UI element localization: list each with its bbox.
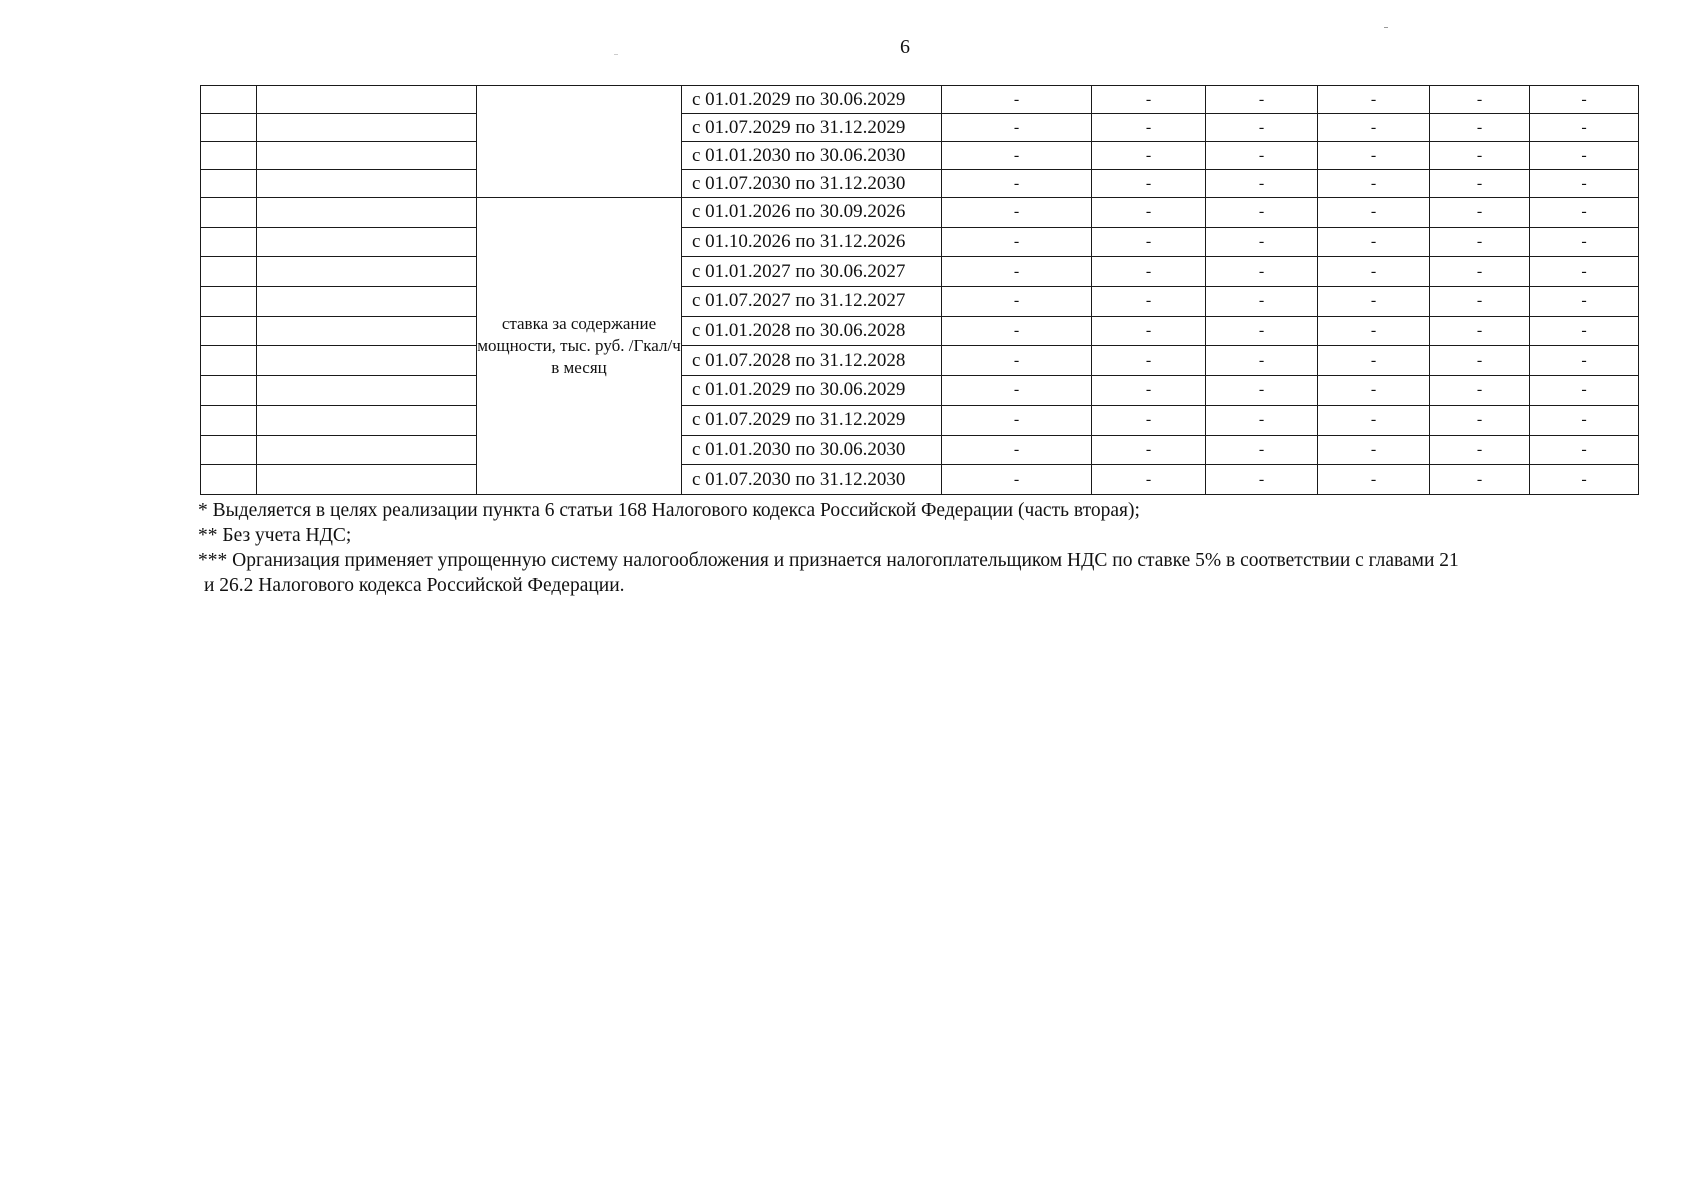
period-cell: с 01.07.2030 по 31.12.2030 [682, 170, 942, 198]
value-cell: - [1530, 346, 1639, 376]
organization-cell [257, 227, 477, 257]
table-row [201, 142, 1639, 170]
period-cell: с 01.07.2027 по 31.12.2027 [682, 287, 942, 317]
value-cell: - [1206, 405, 1318, 435]
value-cell: - [1430, 170, 1530, 198]
table-row [201, 316, 1639, 346]
period-cell: с 01.01.2029 по 30.06.2029 [682, 86, 942, 114]
value-cell: - [942, 114, 1092, 142]
organization-cell [257, 114, 477, 142]
page-number: 6 [900, 36, 910, 58]
value-cell: - [1530, 287, 1639, 317]
value-cell: - [1206, 198, 1318, 228]
value-cell: - [1206, 435, 1318, 465]
value-cell: - [1318, 86, 1430, 114]
organization-cell [257, 142, 477, 170]
row-number-cell [201, 257, 257, 287]
value-cell: - [1206, 227, 1318, 257]
value-cell: - [1318, 465, 1430, 495]
organization-cell [257, 465, 477, 495]
value-cell: - [1092, 405, 1206, 435]
value-cell: - [1092, 316, 1206, 346]
value-cell: - [1092, 142, 1206, 170]
value-cell: - [1530, 435, 1639, 465]
row-number-cell [201, 405, 257, 435]
period-cell: с 01.07.2030 по 31.12.2030 [682, 465, 942, 495]
period-cell: с 01.10.2026 по 31.12.2026 [682, 227, 942, 257]
value-cell: - [1430, 142, 1530, 170]
table-row [201, 405, 1639, 435]
value-cell: - [1092, 170, 1206, 198]
value-cell: - [942, 142, 1092, 170]
value-cell: - [942, 376, 1092, 406]
tariff-table-body [201, 86, 1639, 495]
table-row [201, 257, 1639, 287]
value-cell: - [1092, 346, 1206, 376]
value-cell: - [1318, 346, 1430, 376]
value-cell: - [942, 316, 1092, 346]
period-cell: с 01.01.2026 по 30.09.2026 [682, 198, 942, 228]
value-cell: - [1206, 142, 1318, 170]
value-cell: - [1530, 376, 1639, 406]
organization-cell [257, 316, 477, 346]
value-cell: - [1092, 86, 1206, 114]
value-cell: - [1430, 465, 1530, 495]
organization-cell [257, 405, 477, 435]
value-cell: - [1206, 465, 1318, 495]
value-cell: - [1430, 287, 1530, 317]
row-number-cell [201, 287, 257, 317]
organization-cell [257, 86, 477, 114]
row-number-cell [201, 114, 257, 142]
value-cell: - [1318, 287, 1430, 317]
organization-cell [257, 435, 477, 465]
value-cell: - [1530, 405, 1639, 435]
row-number-cell [201, 435, 257, 465]
value-cell: - [1318, 170, 1430, 198]
value-cell: - [1092, 435, 1206, 465]
footnote-simplified-tax: *** Организация применяет упрощенную систему налогообложения и признается налогоплательщиком НДС по ставке 5% в соответствии с главами 21 [198, 550, 1459, 571]
value-cell: - [1318, 316, 1430, 346]
value-cell: - [1430, 257, 1530, 287]
tariff-table [200, 85, 1639, 495]
value-cell: - [942, 198, 1092, 228]
value-cell: - [1318, 257, 1430, 287]
table-row [201, 227, 1639, 257]
value-cell: - [1206, 287, 1318, 317]
period-cell: с 01.07.2029 по 31.12.2029 [682, 405, 942, 435]
value-cell: - [1530, 198, 1639, 228]
value-cell: - [1430, 227, 1530, 257]
value-cell: - [1530, 465, 1639, 495]
footnote-simplified-tax-continued: и 26.2 Налогового кодекса Российской Федерации. [204, 575, 625, 596]
value-cell: - [1206, 114, 1318, 142]
value-cell: - [1530, 227, 1639, 257]
value-cell: - [1092, 257, 1206, 287]
organization-cell [257, 287, 477, 317]
period-cell: с 01.07.2028 по 31.12.2028 [682, 346, 942, 376]
value-cell: - [1430, 405, 1530, 435]
value-cell: - [1092, 287, 1206, 317]
value-cell: - [1318, 114, 1430, 142]
value-cell: - [1530, 142, 1639, 170]
value-cell: - [1318, 435, 1430, 465]
value-cell: - [1206, 170, 1318, 198]
table-row [201, 86, 1639, 114]
value-cell: - [1530, 170, 1639, 198]
rate-type-label: ставка за содержание мощности, тыс. руб. /Гкал/ч в месяц [477, 198, 682, 495]
table-row [201, 287, 1639, 317]
value-cell: - [1206, 86, 1318, 114]
value-cell: - [1318, 142, 1430, 170]
value-cell: - [1206, 257, 1318, 287]
period-cell: с 01.01.2029 по 30.06.2029 [682, 376, 942, 406]
scan-speck [1384, 27, 1388, 28]
value-cell: - [1318, 227, 1430, 257]
value-cell: - [1430, 114, 1530, 142]
value-cell: - [1430, 316, 1530, 346]
value-cell: - [942, 435, 1092, 465]
value-cell: - [1092, 465, 1206, 495]
footnote-without-vat: ** Без учета НДС; [198, 525, 352, 546]
row-number-cell [201, 198, 257, 228]
value-cell: - [1530, 316, 1639, 346]
value-cell: - [942, 287, 1092, 317]
period-cell: с 01.01.2030 по 30.06.2030 [682, 435, 942, 465]
value-cell: - [1092, 227, 1206, 257]
value-cell: - [1530, 114, 1639, 142]
row-number-cell [201, 316, 257, 346]
value-cell: - [1092, 198, 1206, 228]
value-cell: - [1318, 405, 1430, 435]
value-cell: - [1430, 198, 1530, 228]
row-number-cell [201, 465, 257, 495]
table-row [201, 198, 1639, 228]
footnote-vat-allocation: * Выделяется в целях реализации пункта 6 статьи 168 Налогового кодекса Российской Федерации (часть вторая); [198, 500, 1140, 521]
value-cell: - [1430, 376, 1530, 406]
row-number-cell [201, 142, 257, 170]
value-cell: - [1206, 346, 1318, 376]
row-number-cell [201, 376, 257, 406]
footnotes [198, 498, 1643, 598]
period-cell: с 01.01.2028 по 30.06.2028 [682, 316, 942, 346]
value-cell: - [1430, 346, 1530, 376]
value-cell: - [1092, 114, 1206, 142]
value-cell: - [942, 86, 1092, 114]
value-cell: - [942, 170, 1092, 198]
row-number-cell [201, 86, 257, 114]
table-row [201, 376, 1639, 406]
period-cell: с 01.07.2029 по 31.12.2029 [682, 114, 942, 142]
period-cell: с 01.01.2030 по 30.06.2030 [682, 142, 942, 170]
value-cell: - [1430, 435, 1530, 465]
organization-cell [257, 257, 477, 287]
value-cell: - [1530, 86, 1639, 114]
row-number-cell [201, 227, 257, 257]
value-cell: - [942, 465, 1092, 495]
organization-cell [257, 346, 477, 376]
organization-cell [257, 376, 477, 406]
rate-type-cell [477, 86, 682, 198]
table-row [201, 346, 1639, 376]
table-row [201, 435, 1639, 465]
value-cell: - [1206, 316, 1318, 346]
organization-cell [257, 198, 477, 228]
value-cell: - [1530, 257, 1639, 287]
value-cell: - [1092, 376, 1206, 406]
period-cell: с 01.01.2027 по 30.06.2027 [682, 257, 942, 287]
table-row [201, 170, 1639, 198]
value-cell: - [942, 346, 1092, 376]
organization-cell [257, 170, 477, 198]
value-cell: - [1318, 198, 1430, 228]
value-cell: - [1318, 376, 1430, 406]
value-cell: - [1206, 376, 1318, 406]
table-row [201, 114, 1639, 142]
value-cell: - [1430, 86, 1530, 114]
table-row [201, 465, 1639, 495]
row-number-cell [201, 346, 257, 376]
value-cell: - [942, 405, 1092, 435]
value-cell: - [942, 227, 1092, 257]
value-cell: - [942, 257, 1092, 287]
row-number-cell [201, 170, 257, 198]
